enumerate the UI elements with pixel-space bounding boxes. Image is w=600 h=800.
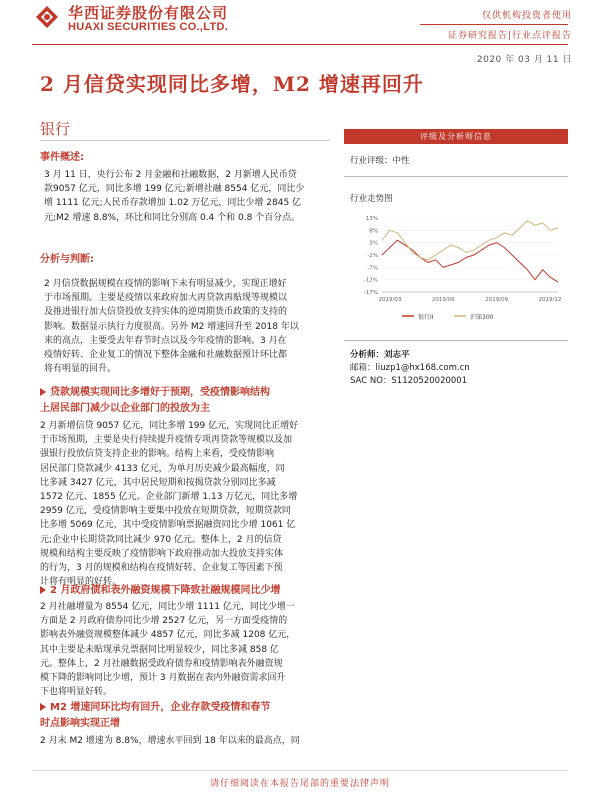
loan-line: 居民部门贷款减少 4133 亿元，为单月历史减少最高幅度，同 (40, 463, 285, 474)
m2-body (40, 734, 330, 748)
trend-chart-title: 行业走势图 (350, 194, 393, 204)
header-divider (32, 44, 568, 45)
x-tick-label: 2019/06 (431, 297, 455, 303)
bullet-arrow-icon (40, 388, 46, 396)
m2-heading-line: M2 增速同环比均有回升，企业存款受疫情和春节 (40, 700, 330, 716)
huaxi-logo-icon (34, 4, 60, 30)
analysis-line: 将有明显的回升。 (44, 364, 117, 375)
x-tick-label: 2019/12 (538, 297, 562, 303)
social-financing-heading-line: 2 月政府债和表外融资规模下降致社融规模同比少增 (40, 583, 330, 599)
sidebar-divider (344, 340, 568, 341)
loan-line: 于市场预期，主要是央行持续提升疫情专项再贷款等规模以及加 (40, 435, 293, 446)
social-financing-line: 元。整体上，2 月社融数据受政府债券和疫情影响表外融资规 (40, 658, 283, 669)
loan-section (40, 385, 330, 589)
event-heading: 事件概述: (40, 152, 84, 163)
analysis-body (40, 277, 330, 376)
loan-line: 强银行投放信贷支持企业的影响。结构上来看，受疫情影响 (40, 449, 275, 460)
social-financing-line: 模下降的影响同比少增，预计 3 月数据在表内外融资需求回升 (40, 673, 286, 684)
analysis-line: 影响。数据显示执行力度很高。另外 M2 增速回升至 2018 年以 (44, 321, 299, 332)
industry-label: 银行 (40, 120, 71, 138)
event-line: 3 月 11 日，央行公布 2 月金融和社融数据，2 月新增人民币贷 (44, 170, 297, 180)
m2-section (40, 700, 330, 748)
loan-line: 2 月新增信贷 9057 亿元，同比多增 199 亿元，实现同比正增好 (40, 421, 299, 431)
social-financing-line: 下也将明显好转。 (40, 687, 113, 698)
social-financing-line: 其中主要是未贴现承兑票据同比明显较少，同比多减 858 亿 (40, 644, 279, 655)
event-line: 款9057 亿元，同比多增 199 亿元;新增社融 8554 亿元，同比少 (44, 184, 305, 195)
loan-heading-line: 上居民部门减少以企业部门的投放为主 (40, 403, 210, 414)
y-tick-label: 13% (365, 216, 378, 222)
loan-line: 比多增 5069 亿元，其中受疫情影响票据融资同比少增 1061 亿 (40, 520, 296, 531)
loan-heading-line: 贷款规模实现同比多增好于预期，受疫情影响结构 (40, 385, 330, 401)
footer-divider (32, 770, 568, 771)
analyst-sac: SAC NO：S1120520020001 (350, 376, 468, 386)
y-tick-label: -2% (367, 253, 378, 259)
loan-line: 规模和结构主要反映了疫情影响下政府推动加大投放支持实体 (40, 548, 284, 559)
m2-heading-line: 时点影响实现正增 (40, 718, 120, 729)
m2-line: 2 月末 M2 增速为 8.8%，增速水平回到 18 年以来的最高点，同 (40, 736, 300, 746)
loan-line: 的行为，3 月的规模和结构在疫情好转、企业复工等因素下预 (40, 563, 283, 574)
analyst-email: 邮箱：liuzp1@hx168.com.cn (350, 363, 470, 373)
y-tick-label: -12% (363, 277, 378, 284)
x-tick-label: 2019/03 (378, 297, 402, 303)
analysis-line: 疫情好转、企业复工的情况下整体金融和社融数据预计环比都 (44, 350, 288, 361)
company-name-cn: 华西证券股份有限公司 (68, 4, 229, 22)
bullet-arrow-icon (40, 586, 46, 594)
industry-rating: 行业评级：中性 (350, 156, 410, 166)
y-tick-label: -17% (363, 290, 378, 296)
audience-tag: 仅供机构投资者使用 (481, 11, 572, 21)
analysis-line: 及推进银行加大信贷投放支持实体的逆周期货币政策的支持的 (44, 307, 288, 318)
y-tick-label: 8% (369, 228, 378, 235)
series-line-hs300 (382, 221, 558, 260)
analysis-line: 来的高点，主要受去年春节时点以及今年疫情的影响。3 月在 (44, 335, 287, 346)
social-financing-line: 方面是 2 月政府债券同比少增 2527 亿元，另一方面受疫情的 (40, 616, 288, 627)
legend-label-hs300: 沪深300 (470, 314, 494, 321)
loan-line: 计将有明显的好转。 (40, 577, 122, 588)
social-financing-line: 影响表外融资规模整体减少 4857 亿元，同比多减 1208 亿元， (40, 630, 296, 641)
analysis-heading: 分析与判断: (40, 254, 94, 265)
social-financing-heading (40, 583, 330, 599)
sidebar-divider (344, 176, 568, 177)
event-line: 元;M2 增速 8.8%，环比和同比分别高 0.4 个和 0.8 个百分点。 (44, 212, 301, 223)
y-tick-label: 3% (369, 240, 378, 247)
loan-line: 2959 亿元，受疫情影响主要集中投放在短期贷款，短期贷款同 (40, 506, 291, 517)
analyst-name: 分析师：刘志平 (350, 350, 410, 360)
legal-notice: 请仔细阅读在本报告尾部的重要法律声明 (209, 779, 390, 789)
legend-label-bank: 银行II (418, 314, 434, 321)
x-tick-label: 2019/09 (485, 297, 509, 303)
analysis-line: 于市场预期。主要是疫情以来政府加大再贷款再贴现等规模以 (44, 293, 288, 304)
m2-heading (40, 700, 330, 732)
analysis-section (40, 250, 330, 376)
rating-info-header: 评级及分析师信息 (344, 129, 568, 144)
event-line: 增 1111 亿元;人民币存款增加 1.02 万亿元，同比少增 2845 亿 (44, 198, 302, 209)
bullet-arrow-icon (40, 703, 46, 711)
industry-trend-chart (344, 210, 568, 330)
loan-line: 元;企业中长期贷款同比减少 970 亿元。整体上，2 月的信贷 (40, 534, 282, 545)
loan-line: 比多减 3427 亿元，其中居民短期和按揭贷款分别同比多减 (40, 477, 276, 488)
report-type-tag: 证券研究报告|行业点评报告 (447, 31, 572, 41)
analysis-line: 2 月信贷数据规模在疫情的影响下未有明显减少，实现正增好 (44, 279, 287, 289)
report-date: 2020 年 03 月 11 日 (476, 55, 572, 65)
social-financing-body (40, 600, 330, 699)
loan-line: 1572 亿元、1855 亿元。企业部门新增 1.13 万亿元，同比多增 (40, 492, 298, 503)
header-divider-short (420, 24, 568, 25)
y-tick-label: -7% (367, 265, 378, 272)
loan-body (40, 419, 330, 589)
social-financing-line: 2 月社融增量为 8554 亿元，同比少增 1111 亿元，同比少增一 (40, 602, 295, 612)
industry-divider (40, 140, 330, 141)
report-title: 2 月信贷实现同比多增，M2 增速再回升 (40, 72, 424, 96)
loan-heading (40, 385, 330, 417)
event-section (40, 148, 330, 225)
social-financing-section (40, 583, 330, 699)
event-body (40, 168, 330, 225)
company-name-en: HUAXI SECURITIES CO.,LTD. (68, 21, 229, 33)
